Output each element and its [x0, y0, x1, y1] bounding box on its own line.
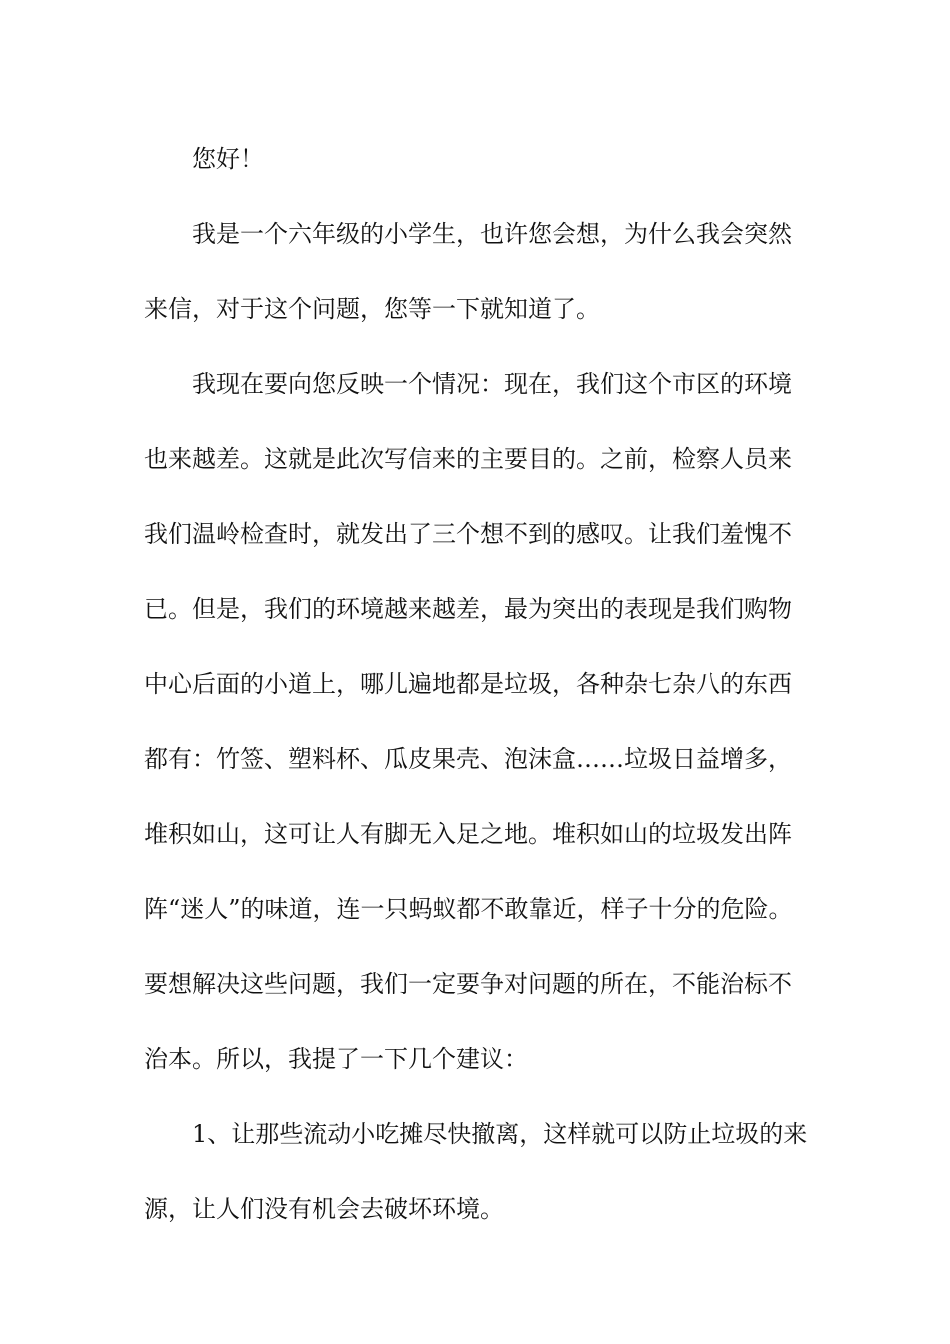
text-line: 源，让人们没有机会去破坏环境。 — [144, 1195, 504, 1223]
text-line: 要想解决这些问题，我们一定要争对问题的所在，不能治标不 — [144, 970, 792, 998]
text-line: 已。但是，我们的环境越来越差，最为突出的表现是我们购物 — [144, 595, 792, 623]
text-line: 阵“迷人”的味道，连一只蚂蚁都不敢靠近，样子十分的危险。 — [144, 895, 793, 923]
text-line: 都有：竹签、塑料杯、瓜皮果壳、泡沫盒……垃圾日益增多， — [144, 745, 792, 773]
text-line: 也来越差。这就是此次写信来的主要目的。之前，检察人员来 — [144, 445, 792, 473]
greeting-paragraph — [144, 122, 816, 197]
text-line: 您好！ — [192, 145, 264, 173]
text-line: 中心后面的小道上，哪儿遍地都是垃圾，各种杂七杂八的东西 — [144, 670, 792, 698]
situation-paragraph — [144, 347, 816, 1097]
text-line: 我们温岭检查时，就发出了三个想不到的感叹。让我们羞愧不 — [144, 520, 792, 548]
text-line: 我现在要向您反映一个情况：现在，我们这个市区的环境 — [192, 370, 792, 398]
intro-paragraph — [144, 197, 816, 347]
text-line: 1、让那些流动小吃摊尽快撤离，这样就可以防止垃圾的来 — [192, 1120, 808, 1148]
text-line: 来信，对于这个问题，您等一下就知道了。 — [144, 295, 600, 323]
text-line: 治本。所以，我提了一下几个建议： — [144, 1045, 528, 1073]
letter-body — [144, 122, 816, 1247]
suggestion-paragraph — [144, 1097, 816, 1247]
text-line: 堆积如山，这可让人有脚无入足之地。堆积如山的垃圾发出阵 — [144, 820, 792, 848]
text-line: 我是一个六年级的小学生，也许您会想，为什么我会突然 — [192, 220, 792, 248]
